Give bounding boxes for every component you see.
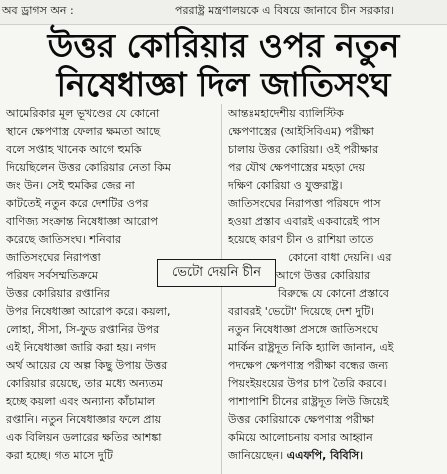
body-line: জং উন। সেই হুমকির জের না <box>6 179 135 192</box>
body-line: এই নিষেধাজ্ঞা জারি করা হয়। নগদ <box>6 341 156 354</box>
body-line: মার্কিন রাষ্ট্রদূত নিকি হ্যালি জানান, এই <box>228 341 394 354</box>
body-line: করেছে জাতিসংঘ। শনিবার <box>6 233 121 246</box>
body-line: জাতিসংঘের নিরাপত্তা <box>6 251 101 264</box>
body-line: বলে সপ্তাহ খানেক আগে হুমকি <box>6 143 142 156</box>
body-line: পদক্ষেপ ক্ষেপণাস্ত্র পরীক্ষা বন্ধের জন্য <box>228 359 388 372</box>
article-column-left <box>6 105 216 473</box>
body-line: ক্ষেপণাস্ত্রের (আইসিবিএম) পরীক্ষা <box>228 125 374 138</box>
headline-line-1: উত্তর কোরিয়ার ওপর নতুন <box>47 26 400 65</box>
body-line-text: জানিয়েছেন। <box>228 449 284 462</box>
body-line: দক্ষিণ কোরিয়া ও যুক্তরাষ্ট্র। <box>228 179 343 192</box>
body-line: পাশাপাশি চীনের রাষ্ট্রদূত লিউ জিয়েই <box>228 395 389 408</box>
body-line: পিয়ংইয়ংয়ের উপর চাপ তৈরি করবে। <box>228 377 387 390</box>
body-line: করা হচ্ছে। গত মাসে দুটি <box>6 449 113 462</box>
body-line: কমিয়ে আলোচনায় বসার আহ্বান <box>228 431 373 444</box>
body-line: চালায় উত্তর কোরিয়া। ওই পরীক্ষার <box>228 143 379 156</box>
body-line: আমেরিকার মূল ভূখণ্ডের যে কোনো <box>6 107 160 120</box>
previous-article-tail-right: পররাষ্ট্র মন্ত্রণালয়কে এ বিষয়ে জানাবে চীন সরকার। <box>175 4 394 17</box>
body-line: হয়েছে কারণ চীন ও রাশিয়া তাতে <box>228 233 374 246</box>
body-line: হচ্ছে কয়লা এবং অন্যান্য কাঁচামাল <box>6 395 156 408</box>
article-column-right <box>228 105 440 473</box>
body-line: এক বিলিয়ন ডলারের ক্ষতির আশঙ্কা <box>6 431 162 444</box>
body-line: বাণিজ্য সংক্রান্ত নিষেধাজ্ঞা আরোপ <box>6 215 158 228</box>
body-line: বিরুদ্ধে যে কোনো প্রস্তাবে <box>278 287 389 300</box>
body-line: জাতিসংঘের নিরাপত্তা পরিষদে পাস <box>228 197 381 210</box>
body-line: অর্থ আয়ের যে অল্প কিছু উপায় উত্তর <box>6 359 168 372</box>
body-line: রপ্তানি। নতুন নিষেধাজ্ঞার ফলে প্রায় <box>6 413 162 426</box>
source-credit: এএফপি, বিবিসি। <box>286 449 364 462</box>
headline <box>0 27 447 104</box>
body-line: বরাবরই 'ভেটো' দিয়েছে দেশ দুটি। <box>228 305 375 318</box>
body-line: স্থানে ক্ষেপণাস্ত্র ফেলার ক্ষমতা আছে <box>6 125 161 138</box>
body-line: হওয়া প্রস্তাব এবারই একবারেই পাস <box>228 215 380 228</box>
body-line: উত্তর কোরিয়াকে ক্ষেপণাস্ত্র পরীক্ষা <box>228 413 375 426</box>
body-line: লোহা, সীসা, সি-ফুড রপ্তানির উপর <box>6 323 160 336</box>
body-line: কাটতেই নতুন করে দেশটির ওপর <box>6 197 149 210</box>
previous-article-tail-left: অব ড্রাগস অন : <box>2 4 74 17</box>
body-line: উপর নিষেধাজ্ঞা আরোপ করে। কয়লা, <box>6 305 171 318</box>
body-line: নতুন নিষেধাজ্ঞা প্রসঙ্গে জাতিসংঘে <box>228 323 378 336</box>
body-line: পরিষদ সর্বসম্মতিক্রমে <box>6 269 98 282</box>
previous-article-strip <box>0 0 447 25</box>
body-line: দিয়েছিলেন উত্তর কোরিয়ার নেতা কিম <box>6 161 171 174</box>
body-line: কোরিয়ার রয়েছে, তার মধ্যে অন্যতম <box>6 377 163 390</box>
body-line: উত্তর কোরিয়ার রপ্তানির <box>6 287 110 300</box>
body-line: পর যৌথ ক্ষেপণাস্ত্রের মহড়া দেয় <box>228 161 365 174</box>
body-line-final <box>228 447 440 465</box>
body-line: আগে উত্তর কোরিয়ার <box>276 269 371 282</box>
body-line: কোনো বাধা দেয়নি। এর <box>288 251 392 264</box>
headline-line-2: নিষেধাজ্ঞা দিল জাতিসংঘ <box>56 65 391 104</box>
column-divider <box>221 104 222 474</box>
pull-quote-box: ভেটো দেয়নি চীন <box>157 259 276 287</box>
body-line: আন্তঃমহাদেশীয় ব্যালিস্টিক <box>228 107 344 120</box>
